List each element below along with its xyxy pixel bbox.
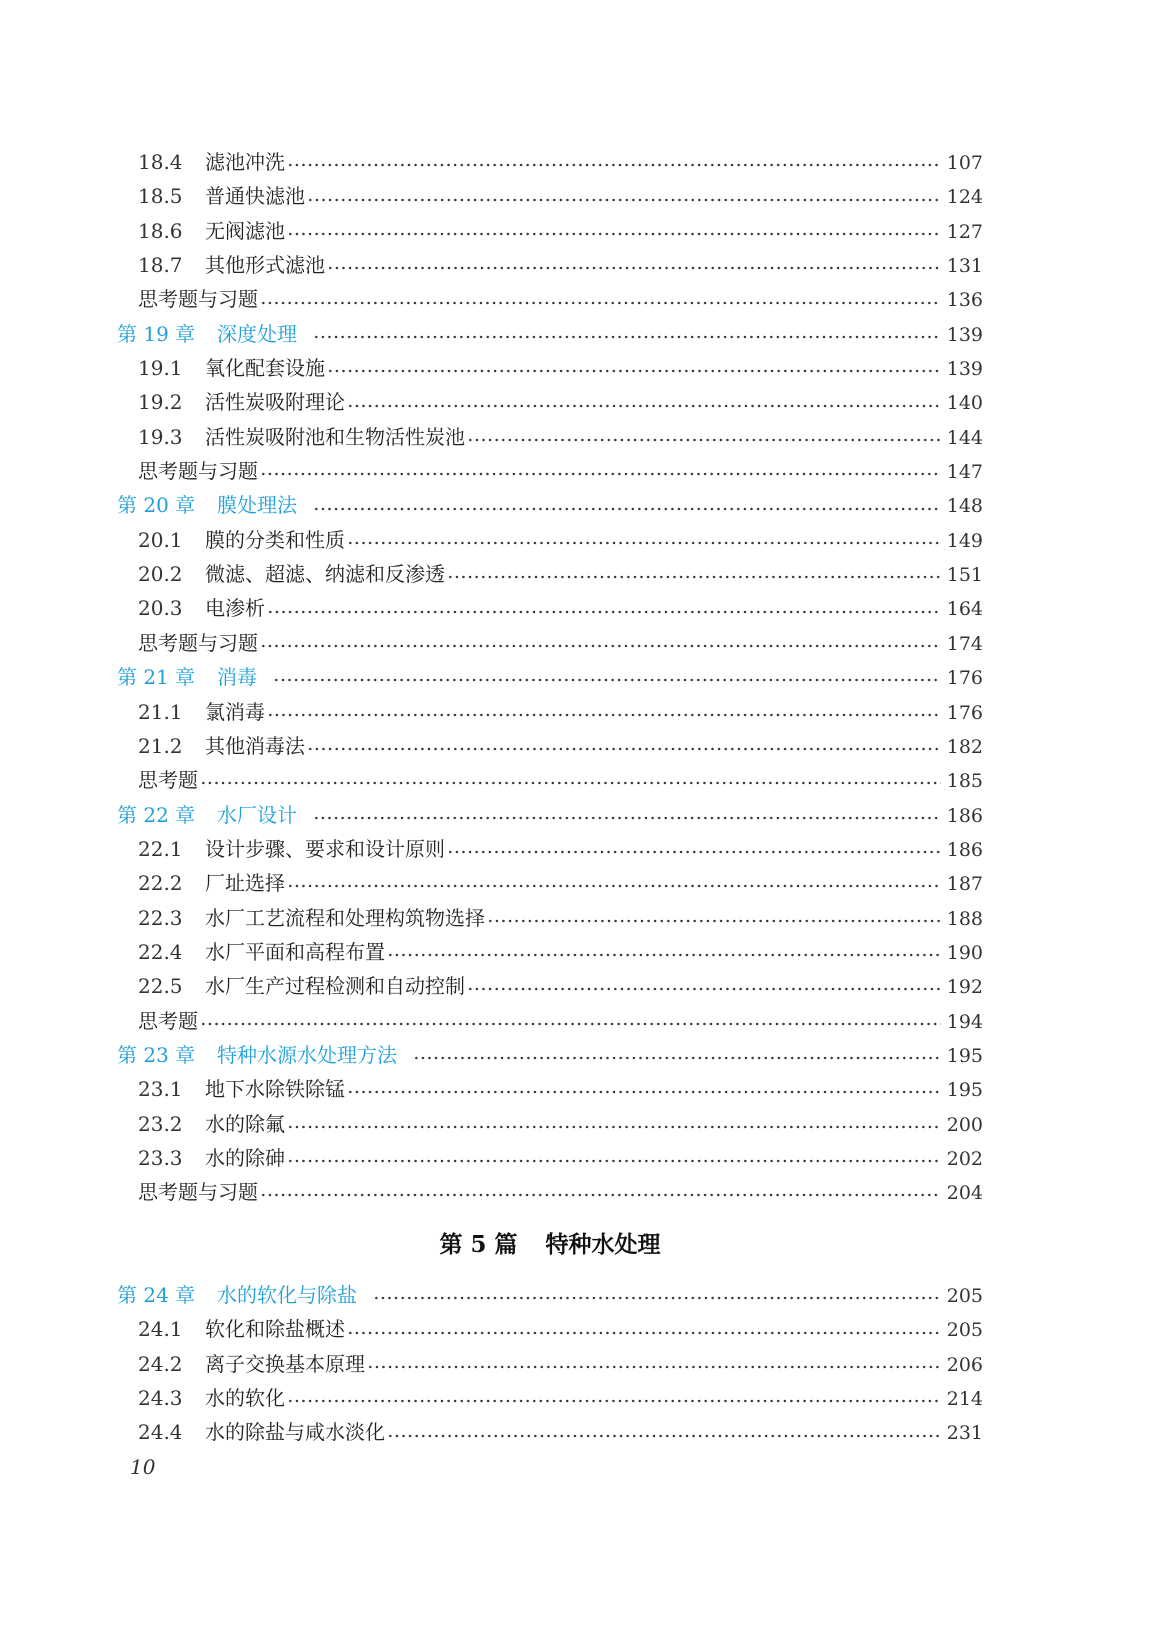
toc-exercise-entry[interactable] [117,763,983,797]
dot-leader [367,1365,941,1369]
entry-page: 107 [946,152,983,174]
entry-page: 195 [946,1079,983,1102]
entry-title: 水厂生产过程检测和自动控制 [205,974,465,999]
entry-title: 膜的分类和性质 [205,527,345,552]
entry-page: 231 [946,1422,983,1445]
entry-page: 182 [946,735,983,758]
toc-section-entry[interactable] [117,179,983,213]
dot-leader [347,1331,941,1335]
entry-page: 140 [946,392,983,415]
entry-title: 活性炭吸附池和生物活性炭池 [205,424,465,449]
page-number: 10 [130,1455,156,1479]
entry-number: 第 23 章 [117,1042,196,1067]
entry-page: 192 [946,976,983,999]
toc-exercise-entry[interactable] [117,626,983,660]
entry-title: 水的除盐与咸水淡化 [205,1420,385,1445]
entry-number: 22.1 [138,836,183,861]
toc-list [117,145,983,1210]
part-heading [0,1226,1100,1259]
entry-number: 19.1 [138,356,183,381]
dot-leader [413,1056,941,1060]
toc-section-entry[interactable] [117,557,983,591]
toc-section-entry[interactable] [117,832,983,866]
dot-leader [387,953,941,957]
entry-number: 22.2 [138,871,183,896]
entry-page: 139 [946,323,983,346]
entry-page: 186 [946,804,983,827]
entry-number: 21.1 [138,699,183,724]
toc-chapter-entry[interactable] [117,660,983,694]
toc-section-entry[interactable] [117,523,983,557]
toc-chapter-entry[interactable] [117,1278,983,1312]
entry-page: 195 [946,1044,983,1067]
entry-title: 电渗析 [205,596,265,621]
entry-page: 204 [946,1182,983,1205]
entry-number: 18.4 [138,150,183,174]
toc-section-entry[interactable] [117,1072,983,1106]
entry-page: 151 [946,564,983,587]
entry-title: 氧化配套设施 [205,356,325,381]
entry-page: 149 [946,529,983,552]
entry-page: 136 [946,289,983,312]
entry-title: 膜处理法 [217,493,297,518]
dot-leader [327,266,941,270]
dot-leader [347,541,941,545]
dot-leader [200,1022,941,1026]
dot-leader [447,575,941,579]
entry-title: 微滤、超滤、纳滤和反渗透 [205,562,445,587]
entry-title: 软化和除盐概述 [205,1317,345,1342]
entry-page: 148 [946,495,983,518]
entry-number: 第 22 章 [117,802,196,827]
entry-page: 187 [946,873,983,896]
entry-page: 205 [946,1319,983,1342]
entry-number: 22.3 [138,905,183,930]
entry-number: 19.3 [138,424,183,449]
entry-number: 18.5 [138,184,183,209]
dot-leader [347,404,941,408]
toc-section-entry[interactable] [117,1141,983,1175]
dot-leader [467,987,941,991]
entry-page: 139 [946,358,983,381]
entry-page: 205 [946,1285,983,1307]
entry-page: 144 [946,426,983,449]
entry-title: 水厂设计 [217,802,297,827]
toc-chapter-entry[interactable] [117,798,983,832]
entry-title: 其他消毒法 [205,733,305,758]
dot-leader [287,1399,941,1403]
dot-leader [260,472,941,476]
toc-section-entry[interactable] [117,969,983,1003]
entry-title: 厂址选择 [205,871,285,896]
entry-title: 水的除氟 [205,1111,285,1136]
entry-title: 思考题 [138,1008,198,1033]
toc-section-entry[interactable] [117,591,983,625]
entry-number: 23.3 [138,1145,183,1170]
entry-number: 20.1 [138,527,183,552]
toc-exercise-entry[interactable] [117,1004,983,1038]
entry-page: 176 [946,667,983,690]
toc-section-entry[interactable] [117,866,983,900]
entry-title: 其他形式滤池 [205,253,325,278]
entry-title: 地下水除铁除锰 [205,1077,345,1102]
entry-title: 普通快滤池 [205,184,305,209]
entry-number: 22.5 [138,974,183,999]
entry-title: 水厂平面和高程布置 [205,939,385,964]
entry-page: 206 [946,1353,983,1376]
entry-page: 164 [946,598,983,621]
entry-page: 214 [946,1388,983,1411]
entry-number: 18.6 [138,218,183,243]
dot-leader [387,1434,941,1438]
toc-section-entry[interactable] [117,351,983,385]
entry-number: 18.7 [138,253,183,278]
toc-section-entry[interactable] [117,145,983,179]
toc-section-entry[interactable] [117,1381,983,1415]
dot-leader [313,816,941,820]
toc-section-entry[interactable] [117,935,983,969]
toc-exercise-entry[interactable] [117,282,983,316]
entry-title: 水厂工艺流程和处理构筑物选择 [205,905,485,930]
entry-number: 23.1 [138,1077,183,1102]
entry-title: 设计步骤、要求和设计原则 [205,836,445,861]
entry-number: 24.3 [138,1386,183,1411]
dot-leader [313,507,941,511]
dot-leader [287,1125,941,1129]
entry-page: 202 [946,1147,983,1170]
part-number: 第 5 篇 [439,1231,518,1258]
dot-leader [307,198,941,202]
toc-chapter-entry[interactable] [117,488,983,522]
dot-leader [287,1159,941,1163]
entry-number: 24.2 [138,1351,183,1376]
toc-chapter-entry[interactable] [117,1038,983,1072]
entry-number: 第 21 章 [117,665,196,690]
entry-title: 水的除砷 [205,1145,285,1170]
dot-leader [467,438,941,442]
entry-page: 190 [946,941,983,964]
part-title: 特种水处理 [545,1231,661,1258]
entry-title: 氯消毒 [205,699,265,724]
dot-leader [327,369,941,373]
toc-exercise-entry[interactable] [117,1175,983,1209]
dot-leader [487,919,941,923]
dot-leader [287,163,941,167]
entry-title: 消毒 [217,665,257,690]
entry-number: 24.4 [138,1420,183,1445]
toc-section-entry[interactable] [117,1347,983,1381]
toc-section-entry[interactable] [117,385,983,419]
entry-title: 思考题与习题 [138,630,258,655]
toc-section-entry[interactable] [117,1312,983,1346]
dot-leader [373,1296,941,1300]
entry-title: 思考题与习题 [138,287,258,312]
dot-leader [267,610,941,614]
entry-number: 第 19 章 [117,321,196,346]
entry-page: 147 [946,461,983,484]
toc-section-entry[interactable] [117,1415,983,1449]
entry-page: 131 [946,255,983,278]
entry-page: 176 [946,701,983,724]
entry-title: 思考题与习题 [138,459,258,484]
dot-leader [200,781,941,785]
toc-section-entry[interactable] [117,729,983,763]
dot-leader [267,713,941,717]
dot-leader [447,850,941,854]
entry-title: 水的软化 [205,1386,285,1411]
dot-leader [260,301,941,305]
entry-page: 186 [946,838,983,861]
entry-title: 思考题 [138,768,198,793]
entry-title: 无阀滤池 [205,218,285,243]
dot-leader [307,747,941,751]
entry-page: 174 [946,632,983,655]
entry-number: 21.2 [138,733,183,758]
entry-title: 特种水源水处理方法 [217,1042,397,1067]
entry-number: 22.4 [138,939,183,964]
entry-page: 127 [946,220,983,243]
toc-exercise-entry[interactable] [117,454,983,488]
dot-leader [287,232,941,236]
entry-number: 23.2 [138,1111,183,1136]
toc-section-entry[interactable] [117,248,983,282]
entry-title: 水的软化与除盐 [217,1283,357,1307]
toc-section-entry[interactable] [117,901,983,935]
entry-number: 20.2 [138,562,183,587]
dot-leader [347,1090,941,1094]
entry-number: 第 20 章 [117,493,196,518]
entry-number: 24.1 [138,1317,183,1342]
dot-leader [260,1193,941,1197]
dot-leader [287,884,941,888]
toc-chapter-entry[interactable] [117,317,983,351]
entry-page: 194 [946,1010,983,1033]
entry-page: 124 [946,186,983,209]
entry-number: 第 24 章 [117,1283,196,1307]
toc-section-entry[interactable] [117,420,983,454]
toc-section-entry[interactable] [117,1107,983,1141]
toc-list [117,1278,983,1450]
entry-number: 19.2 [138,390,183,415]
entry-title: 离子交换基本原理 [205,1351,365,1376]
entry-page: 185 [946,770,983,793]
entry-title: 深度处理 [217,321,297,346]
entry-title: 活性炭吸附理论 [205,390,345,415]
dot-leader [273,678,941,682]
toc-section-entry[interactable] [117,695,983,729]
entry-title: 思考题与习题 [138,1180,258,1205]
entry-page: 200 [946,1113,983,1136]
entry-number: 20.3 [138,596,183,621]
dot-leader [260,644,941,648]
toc-section-entry[interactable] [117,214,983,248]
entry-page: 188 [946,907,983,930]
dot-leader [313,335,941,339]
entry-title: 滤池冲洗 [205,150,285,174]
